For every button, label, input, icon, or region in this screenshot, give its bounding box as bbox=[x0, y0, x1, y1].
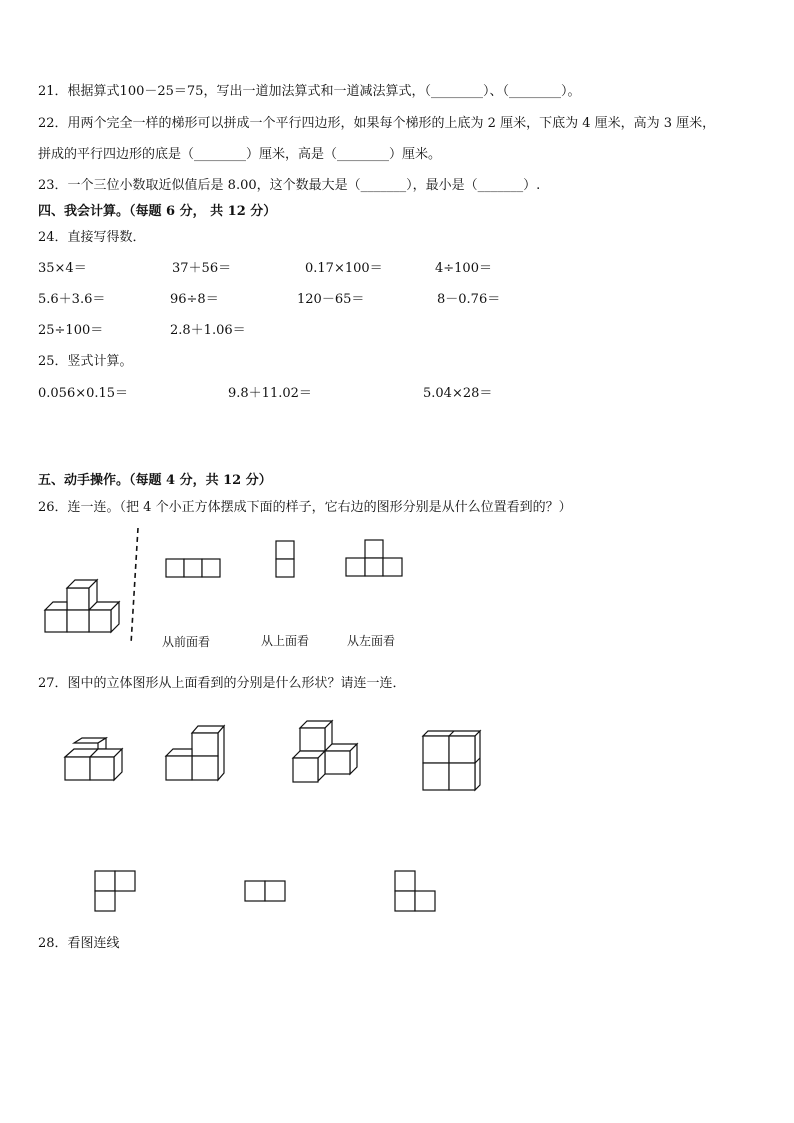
q27-top-view-l bbox=[94, 870, 136, 912]
view-label-top: 从上面看 bbox=[261, 634, 310, 648]
view-label-front: 从前面看 bbox=[162, 635, 211, 649]
q27-solid-3 bbox=[290, 718, 362, 788]
question-22-line1: 22．用两个完全一样的梯形可以拼成一个平行四边形，如果每个梯形的上底为 2 厘米，下底为 4 厘米，高为 3 厘米， bbox=[38, 116, 716, 131]
q26-view-t-shape bbox=[345, 539, 403, 577]
question-22-line2: 拼成的平行四边形的底是（________）厘米，高是（________）厘米。 bbox=[38, 147, 442, 162]
view-label-left: 从左面看 bbox=[347, 634, 396, 648]
question-28: 28．看图连线 bbox=[38, 936, 120, 951]
q27-top-view-row bbox=[244, 880, 286, 902]
q27-top-view-corner bbox=[394, 870, 436, 912]
calc-item: 96÷8＝ bbox=[170, 292, 219, 307]
calc-item: 2.8＋1.06＝ bbox=[170, 323, 246, 338]
question-23: 23．一个三位小数取近似值后是 8.00，这个数最大是（_______），最小是（_______）. bbox=[38, 178, 541, 193]
question-26: 26．连一连。（把 4 个小正方体摆成下面的样子，它右边的图形分别是从什么位置看到的？） bbox=[38, 500, 572, 515]
q27-solid-4 bbox=[420, 728, 484, 792]
q26-view-two-stacked bbox=[275, 540, 295, 578]
section-5-heading: 五、动手操作。（每题 4 分，共 12 分） bbox=[38, 473, 272, 488]
vertical-calc-item: 9.8＋11.02＝ bbox=[228, 386, 312, 401]
dashed-divider bbox=[128, 528, 140, 646]
calc-item: 120－65＝ bbox=[297, 292, 365, 307]
q26-view-three-in-row bbox=[165, 558, 221, 578]
question-21: 21．根据算式100－25＝75，写出一道加法算式和一道减法算式，（________）、（________）。 bbox=[38, 84, 581, 99]
calc-item: 4÷100＝ bbox=[435, 261, 492, 276]
q26-cube-stack-figure bbox=[40, 574, 130, 639]
q27-solid-2 bbox=[164, 723, 230, 785]
question-24: 24．直接写得数． bbox=[38, 230, 146, 245]
calc-item: 0.17×100＝ bbox=[305, 261, 383, 276]
vertical-calc-item: 5.04×28＝ bbox=[423, 386, 493, 401]
vertical-calc-item: 0.056×0.15＝ bbox=[38, 386, 129, 401]
calc-item: 35×4＝ bbox=[38, 261, 87, 276]
question-27: 27．图中的立体图形从上面看到的分别是什么形状？请连一连． bbox=[38, 676, 406, 691]
calc-item: 8－0.76＝ bbox=[437, 292, 501, 307]
q27-solid-1 bbox=[62, 735, 132, 785]
calc-item: 37＋56＝ bbox=[172, 261, 232, 276]
section-4-heading: 四、我会计算。（每题 6 分， 共 12 分） bbox=[38, 204, 277, 219]
calc-item: 5.6＋3.6＝ bbox=[38, 292, 106, 307]
question-25: 25．竖式计算。 bbox=[38, 354, 133, 369]
calc-item: 25÷100＝ bbox=[38, 323, 104, 338]
